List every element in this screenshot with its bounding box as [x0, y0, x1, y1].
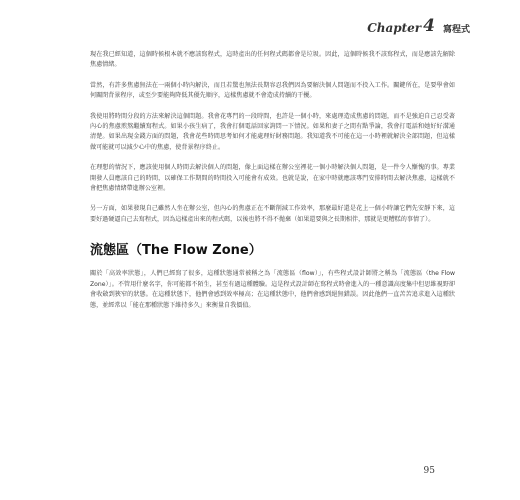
- page-body: [90, 50, 455, 321]
- section-paragraph: 關於「高效率狀態」，人們已經寫了很多，這種狀態通常被稱之為「流態區（flow）」，有些程式設計師將之稱為「流態區（the Flow Zone）」。不管用什麼名字，你可能都不陌生，甚至有過這種體驗。這是程式設計師在寫程式時會進入的一種意識高度集中但思維視野卻會收斂到狹窄的狀態。在這種狀態下，他們會感到效率極高；在這種狀態中，他們會感到絕無錯誤。因此他們一直苦苦追求進入這種狀態，並經常以「能在那種狀態下維持多久」來衡量自我價值。: [90, 270, 455, 309]
- chapter-word: Chapter: [367, 21, 422, 35]
- page-number: 95: [423, 466, 435, 476]
- running-header: [367, 15, 470, 35]
- paragraph: 當然，有許多焦慮無法在一兩個小時內解決，而且若驚也無法長期容忍我們因為要解決個人問題而不投入工作。關鍵所在，是要學會如何關閉背景程序，或至少要能夠降低其優先順序，這樣焦慮就不會造成持續的干擾。: [90, 81, 455, 100]
- chapter-number: 4: [423, 16, 435, 36]
- paragraph: 另一方面，如果發現自己雖然人坐在辦公室，但內心的焦慮正在不斷削減工作效率，那麼最好還是花上一個小時讓它們先安靜下來，這要好過硬逼自己去寫程式，因為這樣產出來的程式碼，以後也將不得不拋棄（如果還要與之長期相伴，那就是更糟糕的事情了）。: [90, 205, 455, 223]
- chapter-title: 寫程式: [442, 25, 470, 35]
- section-heading: 流態區（The Flow Zone）: [90, 243, 262, 259]
- paragraph: 我使用將時間分段的方法來解決這個問題。我會花專門的一段時間，也許是一個小時，來處理造成焦慮的問題，而不是強迫自己忍受著內心的焦慮煎熬繼續寫程式。如果小孩生病了，我會打個電話回家詢問一下情況。如果和妻子之間有點爭論，我會打電話和她好好溝通清楚。如果出現金錢方面的問題，我會花些時間思考如何才能處理好財務問題。我知道我不可能在這一小時裡就解決全部問題，但這樣做可能就可以減少心中的焦慮，使背景程序終止。: [90, 112, 455, 151]
- paragraph: 在理想的情況下，應該使用個人時間去解決個人的問題，像上面這樣在辦公室裡花一個小時解決個人問題，是一件令人慚愧的事。專業開發人員應該自己的時間，以確保工作期間的時間投入可能會有成效。也就是說，在家中時就應該專門安排時間去解決焦慮，這樣就不會把焦慮情緒帶進辦公室裡。: [90, 164, 455, 193]
- paragraph: 現在我已經知道，這個時候根本就不應該寫程式，這時產出的任何程式碼都會是垃圾。因此，這個時候我不該寫程式，而是應該先解除焦慮情緒。: [90, 51, 455, 69]
